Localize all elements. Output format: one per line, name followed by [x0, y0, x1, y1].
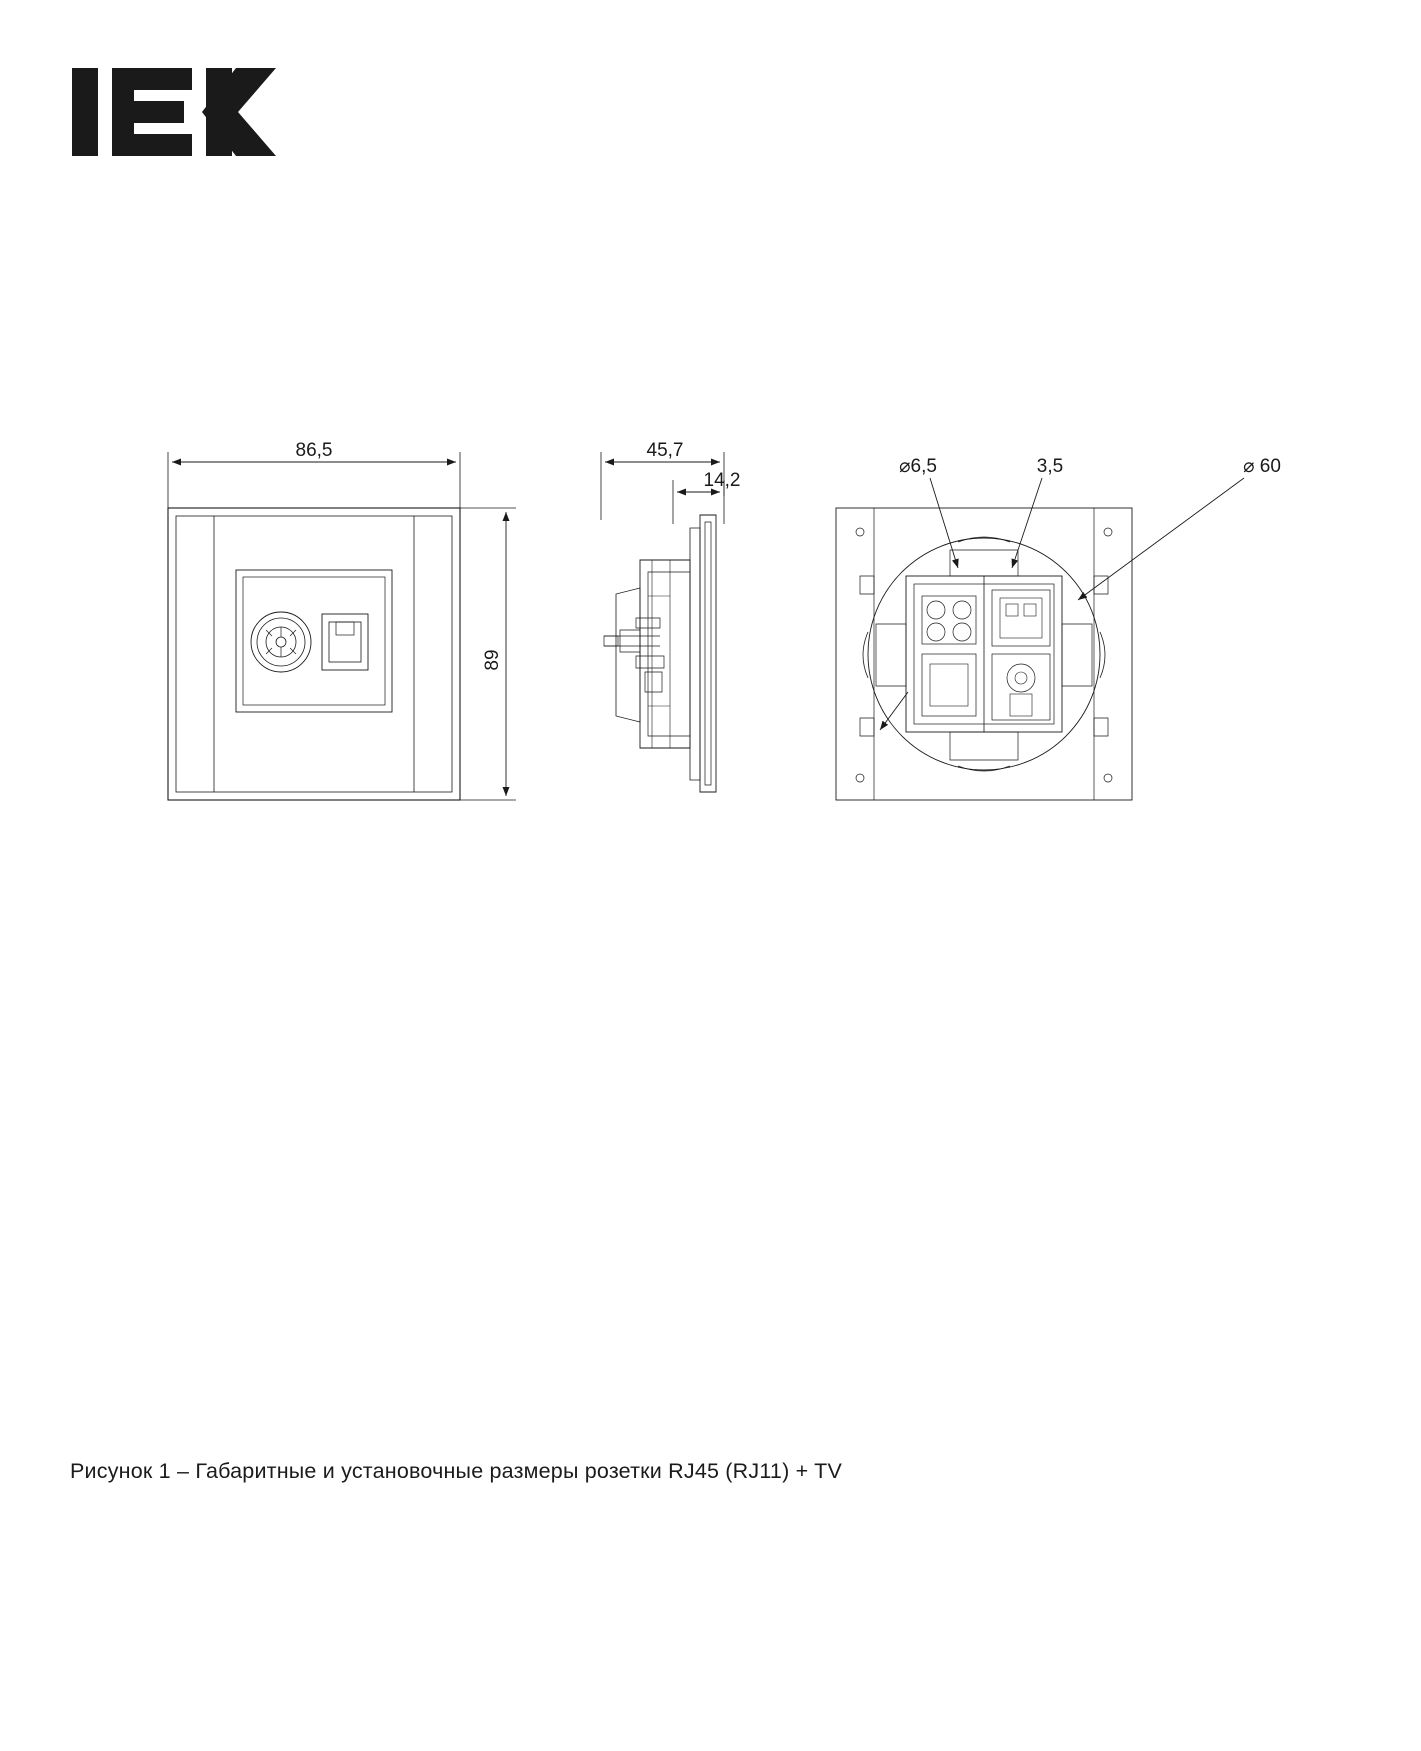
dim-label-depth-frame: 14,2	[703, 470, 741, 491]
side-view-group	[601, 452, 724, 792]
dim-label-height: 89	[482, 649, 503, 671]
mounting-view-group	[836, 478, 1244, 800]
dimension-drawing-svg	[0, 400, 1421, 880]
dim-label-screw-hole: ⌀6,5	[899, 456, 937, 477]
iek-logo	[70, 62, 310, 162]
technical-drawing	[0, 400, 1421, 880]
front-view-group	[168, 452, 516, 800]
dim-label-width: 86,5	[295, 440, 333, 461]
iek-logo-icon	[70, 62, 310, 162]
dim-label-depth-total: 45,7	[646, 440, 684, 461]
dim-label-claw-thickness: 3,5	[1036, 456, 1064, 477]
dim-label-box-diameter: ⌀ 60	[1243, 456, 1281, 477]
figure-caption: Рисунок 1 – Габаритные и установочные размеры розетки RJ45 (RJ11) + TV	[70, 1459, 843, 1483]
